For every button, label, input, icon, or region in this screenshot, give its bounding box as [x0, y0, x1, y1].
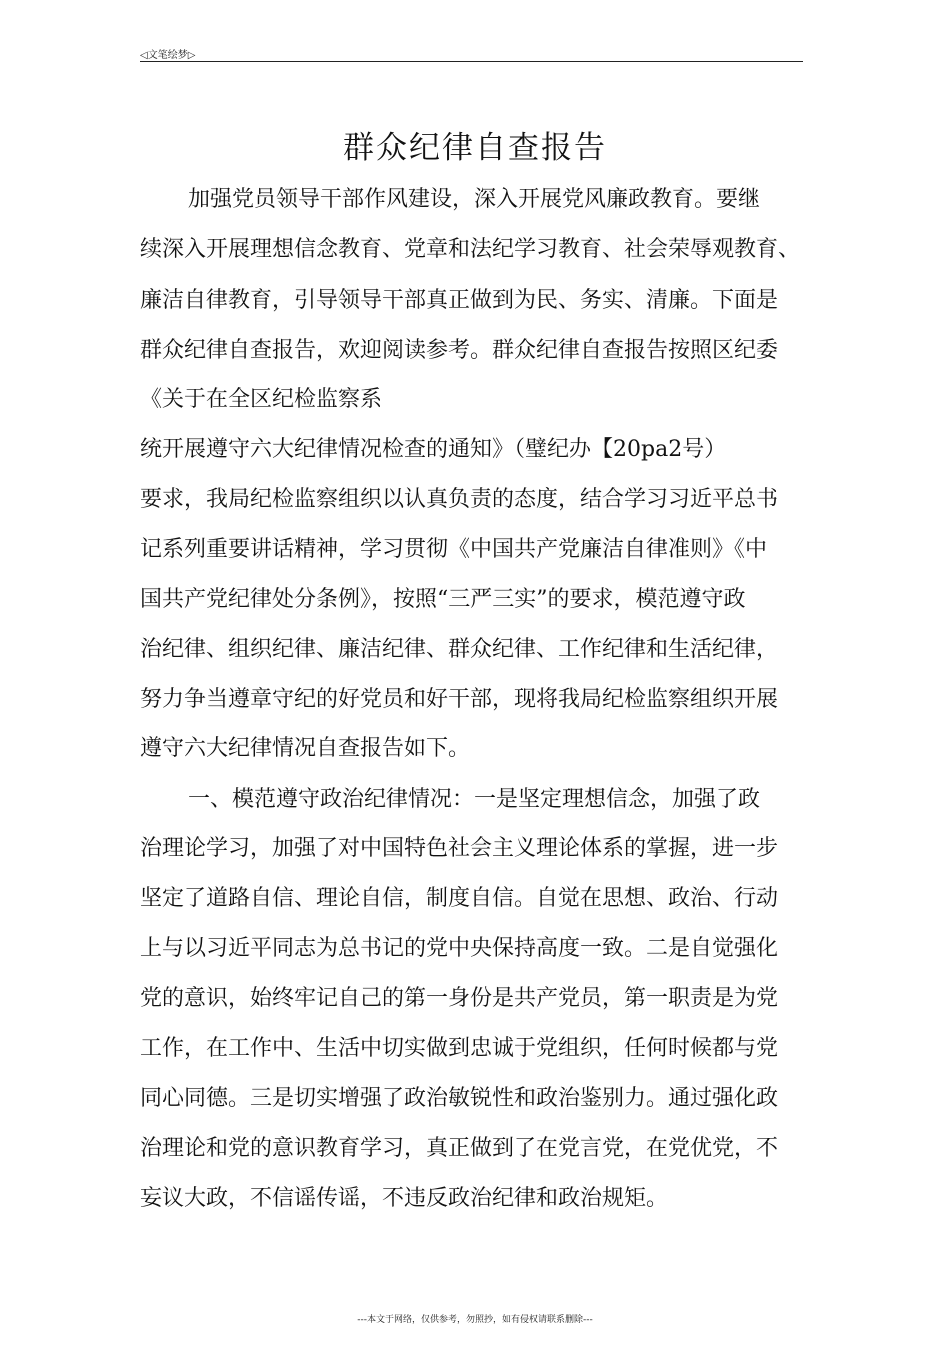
header-rule [140, 61, 803, 62]
paragraph-line: 工作，在工作中、生活中切实做到忠诚于党组织，任何时候都与党 [140, 1036, 779, 1061]
paragraph-line: 《关于在全区纪检监察系 [140, 387, 383, 412]
paragraph-line: 上与以习近平同志为总书记的党中央保持高度一致。二是自觉强化 [140, 936, 779, 961]
paragraph-line: 遵守六大纪律情况自查报告如下。 [140, 736, 471, 761]
paragraph-line: 妄议大政，不信谣传谣，不违反政治纪律和政治规矩。 [140, 1186, 669, 1211]
paragraph-line: 同心同德。三是切实增强了政治敏锐性和政治鉴别力。通过强化政 [140, 1086, 779, 1111]
paragraph-line: 国共产党纪律处分条例》，按照“三严三实”的要求，模范遵守政 [140, 587, 746, 612]
paragraph-line: 党的意识，始终牢记自己的第一身份是共产党员，第一职责是为党 [140, 986, 779, 1011]
paragraph-line: 努力争当遵章守纪的好党员和好干部，现将我局纪检监察组织开展 [140, 687, 779, 712]
paragraph-line: 记系列重要讲话精神，学习贯彻《中国共产党廉洁自律准则》《中 [140, 537, 768, 562]
paragraph-line: 群众纪律自查报告，欢迎阅读参考。群众纪律自查报告按照区纪委 [140, 338, 779, 363]
paragraph-line: 廉洁自律教育，引导领导干部真正做到为民、务实、清廉。下面是 [140, 288, 779, 313]
paragraph-line: 统开展遵守六大纪律情况检查的通知》（璧纪办【20pa2号） [140, 437, 727, 462]
header-mark: ◁文笔绘梦▷ [140, 50, 196, 61]
paragraph-line: 要求，我局纪检监察组织以认真负责的态度，结合学习习近平总书 [140, 487, 779, 512]
paragraph-line: 加强党员领导干部作风建设，深入开展党风廉政教育。要继 [188, 187, 761, 212]
paragraph-line: 治理论学习，加强了对中国特色社会主义理论体系的掌握，进一步 [140, 836, 779, 861]
paragraph-line: 一、模范遵守政治纪律情况：一是坚定理想信念，加强了政 [188, 787, 761, 812]
footer-note: ---本文于网络，仅供参考，勿照抄，如有侵权请联系删除--- [357, 1315, 593, 1325]
paragraph-line: 治纪律、组织纪律、廉洁纪律、群众纪律、工作纪律和生活纪律， [140, 637, 779, 662]
paragraph-line: 治理论和党的意识教育学习，真正做到了在党言党，在党优党，不 [140, 1136, 779, 1161]
document-title: 群众纪律自查报告 [343, 130, 607, 166]
paragraph-line: 坚定了道路自信、理论自信，制度自信。自觉在思想、政治、行动 [140, 886, 779, 911]
paragraph-line: 续深入开展理想信念教育、党章和法纪学习教育、社会荣辱观教育、 [140, 237, 801, 262]
